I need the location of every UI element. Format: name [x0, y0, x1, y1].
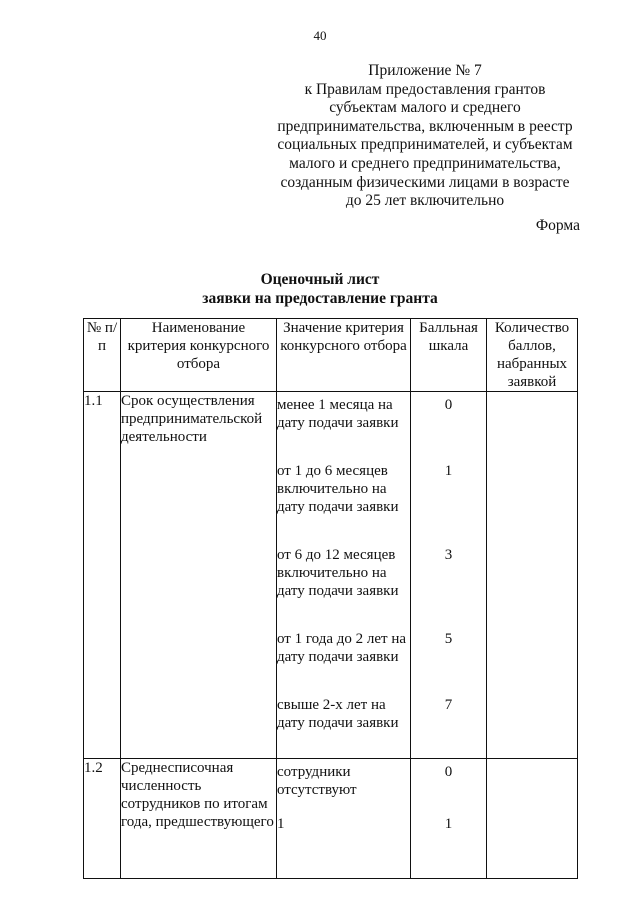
row-number: 1.2 [84, 759, 121, 879]
score-scale [411, 392, 487, 759]
score-value: 7 [444, 697, 453, 713]
appendix-heading [262, 62, 588, 211]
criterion-name-text: Среднесписочная численность сотрудников по итогам года, предшествующего [121, 760, 274, 830]
points-earned-cell[interactable] [487, 759, 578, 879]
page-number: 40 [313, 28, 327, 43]
form-label: Форма [535, 217, 580, 234]
score-value: 0 [444, 764, 453, 780]
header-number: № п/п [84, 319, 121, 392]
document-title [0, 270, 640, 308]
document-title-line: Оценочный лист [260, 271, 380, 288]
appendix-line: малого и среднего предпринимательства, [289, 154, 561, 172]
appendix-line: субъектам малого и среднего [329, 99, 521, 117]
criterion-values [277, 759, 411, 879]
appendix-line: к Правилам предоставления грантов [304, 80, 546, 98]
table-row [84, 392, 578, 759]
score-value: 0 [444, 397, 453, 413]
score-value: 1 [444, 816, 453, 832]
criterion-name: Срок осуществления предпринимательской деятельности [121, 392, 277, 759]
criterion-value: свыше 2-х лет на дату подачи заявки [277, 697, 399, 731]
header-criterion-value: Значение критерия конкурсного отбора [277, 319, 411, 392]
score-value: 3 [444, 547, 453, 563]
criterion-name [121, 759, 277, 879]
score-scale [411, 759, 487, 879]
appendix-line: созданным физическими лицами в возрасте [280, 173, 570, 191]
table-row [84, 759, 578, 879]
header-criterion-name: Наименование критерия конкурсного отбора [121, 319, 277, 392]
evaluation-table [83, 318, 578, 879]
document-title-line: заявки на предоставление гранта [202, 290, 438, 307]
criterion-value: от 6 до 12 месяцев включительно на дату подачи заявки [277, 547, 399, 599]
score-value: 1 [444, 463, 453, 479]
appendix-line: социальных предпринимателей, и субъектам [277, 136, 573, 154]
criterion-value: 1 [277, 816, 285, 832]
table-header-row [84, 319, 578, 392]
criterion-value: от 1 до 6 месяцев включительно на дату подачи заявки [277, 463, 399, 515]
points-earned-cell[interactable] [487, 392, 578, 759]
criterion-value: от 1 года до 2 лет на дату подачи заявки [277, 631, 407, 665]
score-value: 5 [444, 631, 453, 647]
appendix-line: предпринимательства, включенным в реестр [277, 117, 573, 135]
criterion-values [277, 392, 411, 759]
appendix-line: до 25 лет включительно [345, 192, 505, 210]
row-number: 1.1 [84, 392, 121, 759]
header-score-scale: Балльная шкала [411, 319, 487, 392]
criterion-value: менее 1 месяца на дату подачи заявки [277, 397, 399, 431]
header-points-earned: Количество баллов, набранных заявкой [487, 319, 578, 392]
appendix-title: Приложение № 7 [368, 62, 482, 79]
criterion-value: сотрудники отсутствуют [277, 764, 357, 798]
